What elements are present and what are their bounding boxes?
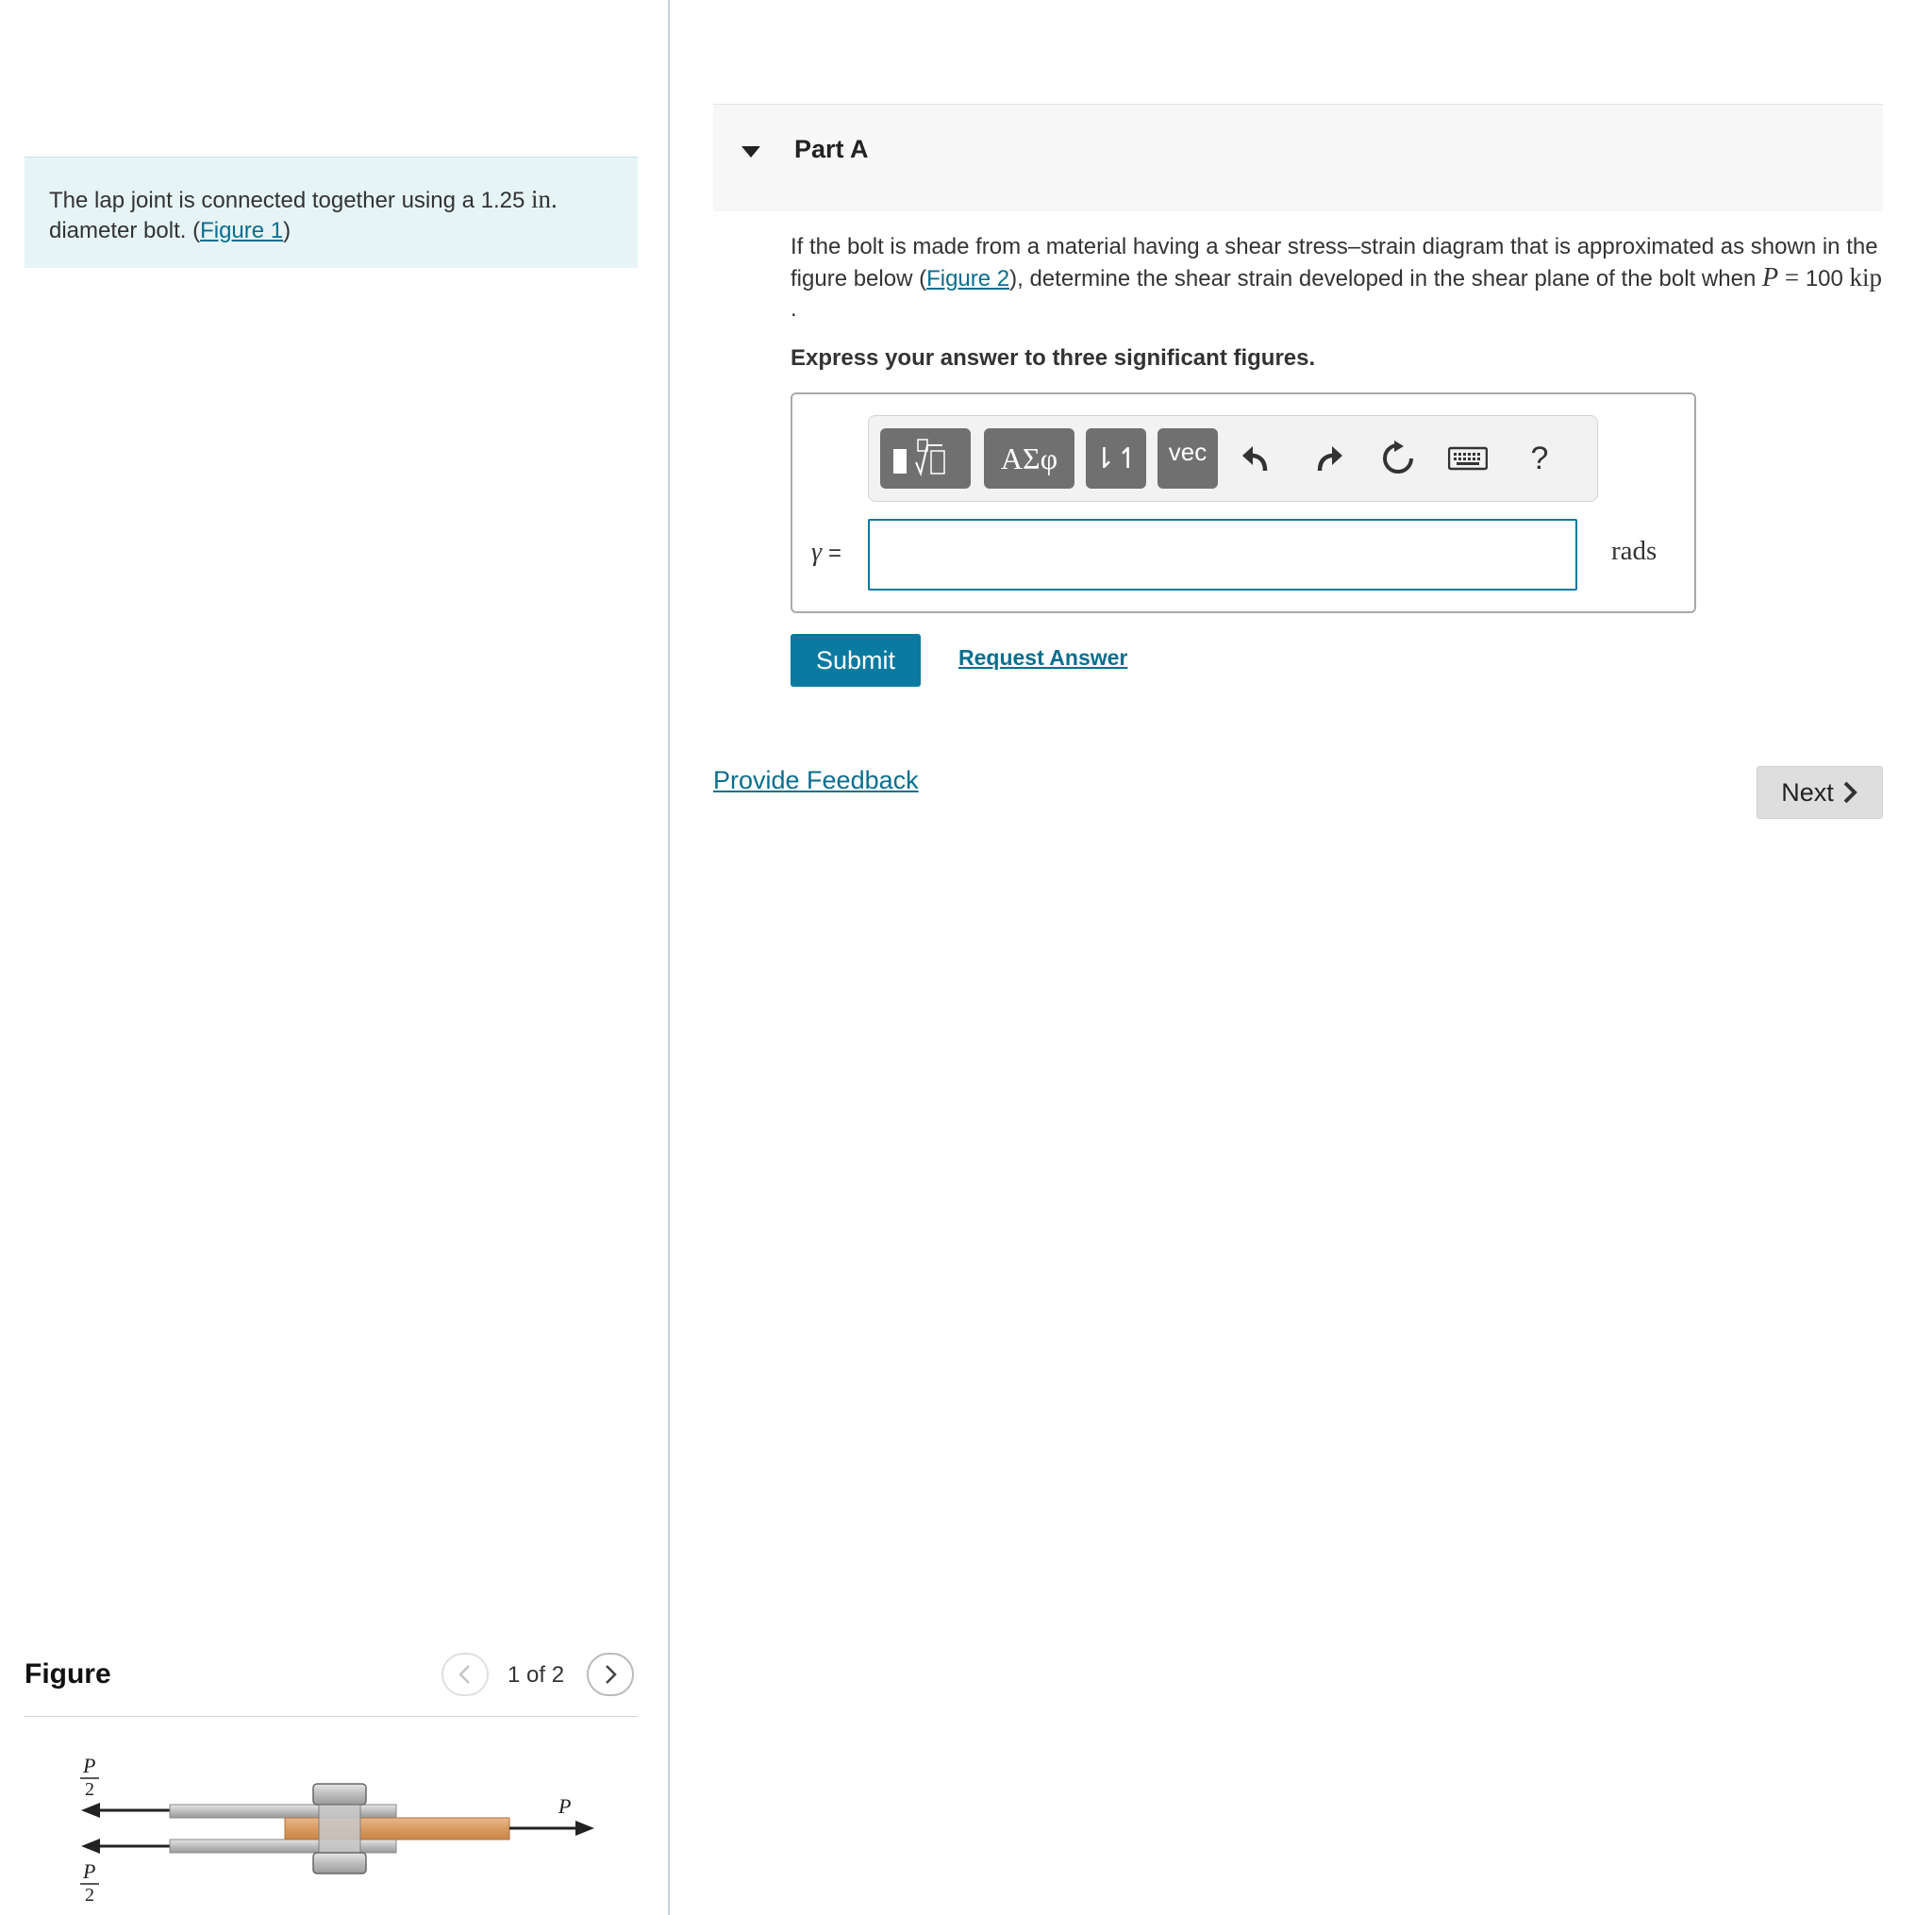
answer-input[interactable] xyxy=(868,519,1577,591)
bolt-nut xyxy=(313,1853,366,1873)
redo-button[interactable] xyxy=(1303,433,1354,484)
redo-icon xyxy=(1312,442,1344,475)
problem-intro xyxy=(25,157,638,268)
load-label-top-denominator: 2 xyxy=(85,1779,94,1800)
left-pane xyxy=(0,0,670,1915)
intro-text: The lap joint is connected together using a 1.25 xyxy=(49,188,532,213)
pane-divider xyxy=(668,0,670,1915)
load-label-top-numerator: P xyxy=(83,1754,96,1777)
answer-instruction: Express your answer to three significant figures. xyxy=(791,345,1316,371)
figure-next-button[interactable] xyxy=(587,1653,634,1696)
equals-sign: = xyxy=(1778,263,1806,291)
right-arrowhead xyxy=(575,1821,594,1836)
intro-unit: in. xyxy=(531,185,558,213)
intro-text-line2: diameter bolt. ( xyxy=(49,218,201,243)
intro-close-paren: ) xyxy=(283,218,291,243)
part-title: Part A xyxy=(794,135,869,163)
chevron-left-icon xyxy=(456,1663,475,1686)
arrows-button[interactable]: ⇂↿ xyxy=(1086,428,1146,489)
answer-box xyxy=(791,392,1696,613)
next-button-label: Next xyxy=(1781,777,1834,807)
load-label-right: P xyxy=(558,1794,572,1818)
reset-button[interactable] xyxy=(1373,433,1424,484)
load-unit: kip xyxy=(1849,263,1883,291)
left-arrowhead-bottom xyxy=(81,1839,100,1854)
top-plate xyxy=(170,1805,396,1818)
figure-title: Figure xyxy=(25,1658,111,1690)
keyboard-icon xyxy=(1448,445,1488,472)
request-answer-link[interactable]: Request Answer xyxy=(958,645,1128,670)
variable-p: P xyxy=(1761,263,1779,292)
bolt-head xyxy=(313,1784,366,1805)
bolt-shank xyxy=(319,1805,360,1853)
load-label-bottom-denominator: 2 xyxy=(85,1885,94,1906)
question-end: . xyxy=(791,296,797,322)
undo-icon xyxy=(1241,442,1273,475)
caret-down-icon[interactable] xyxy=(740,144,762,159)
part-a-header[interactable] xyxy=(713,104,1883,211)
load-label-bottom-numerator: P xyxy=(83,1859,96,1883)
vector-button[interactable]: vec xyxy=(1158,428,1218,489)
reset-icon xyxy=(1380,441,1416,476)
question-text xyxy=(791,232,1885,325)
undo-button[interactable] xyxy=(1231,433,1282,484)
figure-prev-button[interactable] xyxy=(441,1653,489,1696)
chevron-right-icon xyxy=(601,1663,620,1686)
figure-counter: 1 of 2 xyxy=(508,1662,565,1688)
bottom-plate xyxy=(170,1840,396,1853)
figure-1-link[interactable]: Figure 1 xyxy=(200,218,284,243)
answer-variable-label xyxy=(811,538,841,568)
answer-unit: rads xyxy=(1611,536,1657,566)
chevron-right-icon xyxy=(1841,780,1858,805)
keyboard-button[interactable] xyxy=(1442,433,1493,484)
figure-2-link[interactable]: Figure 2 xyxy=(926,266,1010,291)
left-arrowhead-top xyxy=(81,1803,100,1818)
gamma-symbol: γ xyxy=(811,538,823,567)
provide-feedback-link[interactable]: Provide Feedback xyxy=(713,766,919,794)
submit-button[interactable]: Submit xyxy=(791,634,921,687)
help-button[interactable]: ? xyxy=(1530,440,1549,476)
answer-equals: = xyxy=(828,541,842,566)
question-text-middle: ), determine the shear strain developed in the shear plane of the bolt when xyxy=(1009,266,1762,291)
figure-header xyxy=(25,1653,638,1717)
load-value: 100 xyxy=(1805,266,1843,291)
lap-joint-figure xyxy=(57,1750,613,1915)
question-text-start: If the bolt is made from a material having a shear stress–strain diagram that is approximated as shown in the figure below ( xyxy=(791,234,1878,291)
templates-button[interactable] xyxy=(880,428,971,489)
greek-symbols-button[interactable]: ΑΣφ xyxy=(984,428,1074,489)
next-button[interactable] xyxy=(1757,766,1883,819)
templates-icon xyxy=(888,436,963,481)
math-toolbar xyxy=(868,415,1598,502)
